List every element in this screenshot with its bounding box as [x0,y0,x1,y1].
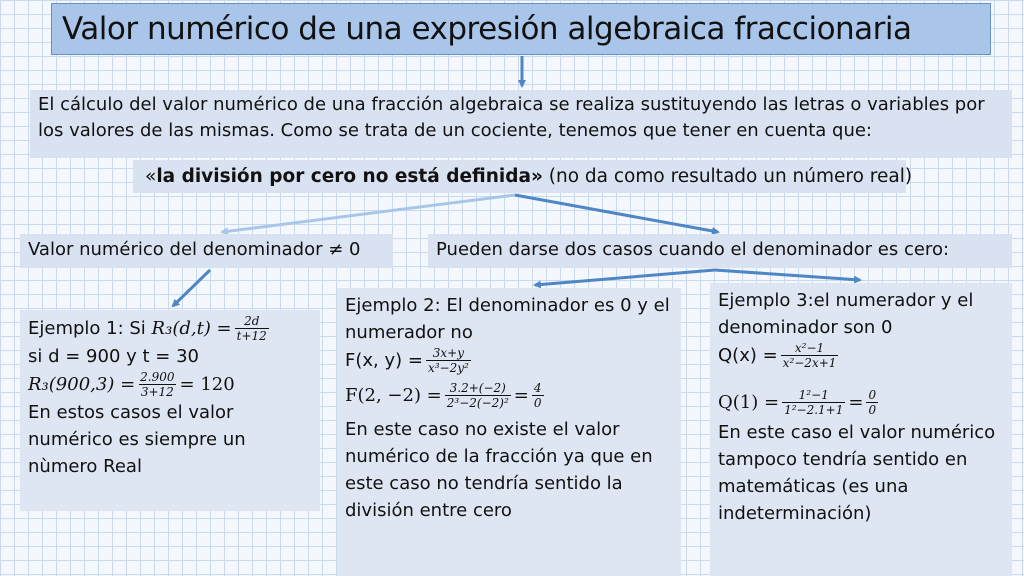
page-title: Valor numérico de una expresión algebraica fraccionaria [51,3,991,55]
arrow-to-example3 [715,270,860,280]
example-2-eval-numerator: 3.2+(−2) [449,381,506,395]
arrow-to-left-label [222,195,515,232]
example-3-text: En este caso el valor numérico tampoco tendría sentido en matemáticas (es una indeterminación) [718,422,996,524]
example-1-eval-denominator: 3+12 [140,385,174,399]
example-3-evaluation [718,388,1004,417]
example-3-eval-denominator: 1²−2.1+1 [784,403,844,417]
example-3-result-fraction [866,388,878,417]
example-3-result-denominator: 0 [868,403,877,417]
example-3-func-lhs: Q(x) = [718,345,778,366]
example-1-definition [28,314,312,343]
right-label: Pueden darse dos casos cuando el denominador es cero: [428,234,1012,268]
example-1 [20,310,320,511]
example-1-text: En estos casos el valor numérico es siempre un nùmero Real [28,402,246,477]
example-1-eval-lhs: R₃(900,3) = [28,374,136,395]
example-3-eval-lhs: Q(1) = [718,392,780,413]
example-1-eval-numerator: 2.900 [140,370,175,384]
example-3-heading: Ejemplo 3:el numerador y el denominador son 0 [718,290,974,338]
example-1-prefix: Ejemplo 1: Si [28,318,146,339]
example-1-eval-result: = 120 [179,374,235,395]
example-2-result-fraction [532,381,544,410]
example-3-func-fraction [781,341,839,370]
arrow-to-right-label [515,195,718,232]
example-2-function [345,346,673,375]
arrow-to-example2 [535,270,715,285]
example-2-heading: Ejemplo 2: El denominador es 0 y el numerador no [345,295,670,343]
example-2-func-lhs: F(x, y) = [345,350,423,371]
example-2-result-numerator: 4 [533,381,542,395]
example-1-values: si d = 900 y t = 30 [28,346,199,367]
example-3 [710,283,1012,576]
intro-text: El cálculo del valor numérico de una fracción algebraica se realiza sustituyendo las letras o variables por los valores de las mismas. Como se trata de un cociente, tenemos que tener en cuenta que: [30,90,1012,158]
example-1-eval-fraction [138,370,176,399]
example-2-func-numerator: 3x+y [432,346,464,360]
example-1-numerator: 2d [244,314,260,328]
example-2 [337,288,681,576]
example-3-eval-equals: = [848,392,864,413]
example-3-eval-fraction [782,388,845,417]
key-note-rest: (no da como resultado un número real) [542,166,913,187]
example-2-func-fraction [426,346,471,375]
example-2-text: En este caso no existe el valor numérico de la fracción ya que en este caso no tendría sentido la división entre cero [345,419,653,521]
example-2-func-denominator: x³−2y² [427,361,469,375]
arrow-to-example1 [173,270,210,306]
example-1-denominator: t+12 [236,329,267,343]
example-2-eval-lhs: F(2, −2) = [345,385,442,406]
example-2-eval-fraction [445,381,511,410]
example-2-evaluation [345,381,673,410]
example-3-function [718,341,1004,370]
example-1-evaluation [28,370,312,399]
left-label: Valor numérico del denominador ≠ 0 [20,234,393,268]
key-note-bold: la división por cero no está definida» [156,166,543,187]
example-2-result-denominator: 0 [533,396,542,410]
example-1-fraction [235,314,269,343]
example-3-eval-numerator: 1²−1 [798,388,829,402]
example-2-eval-equals: = [513,385,529,406]
example-3-result-numerator: 0 [868,388,877,402]
example-3-func-numerator: x²−1 [794,341,825,355]
key-note-open: « [145,166,157,187]
example-2-eval-denominator: 2³−2(−2)² [446,396,509,410]
example-1-func: R₃(d,t) = [151,318,232,339]
example-3-func-denominator: x²−2x+1 [782,356,837,370]
key-note [133,160,913,193]
